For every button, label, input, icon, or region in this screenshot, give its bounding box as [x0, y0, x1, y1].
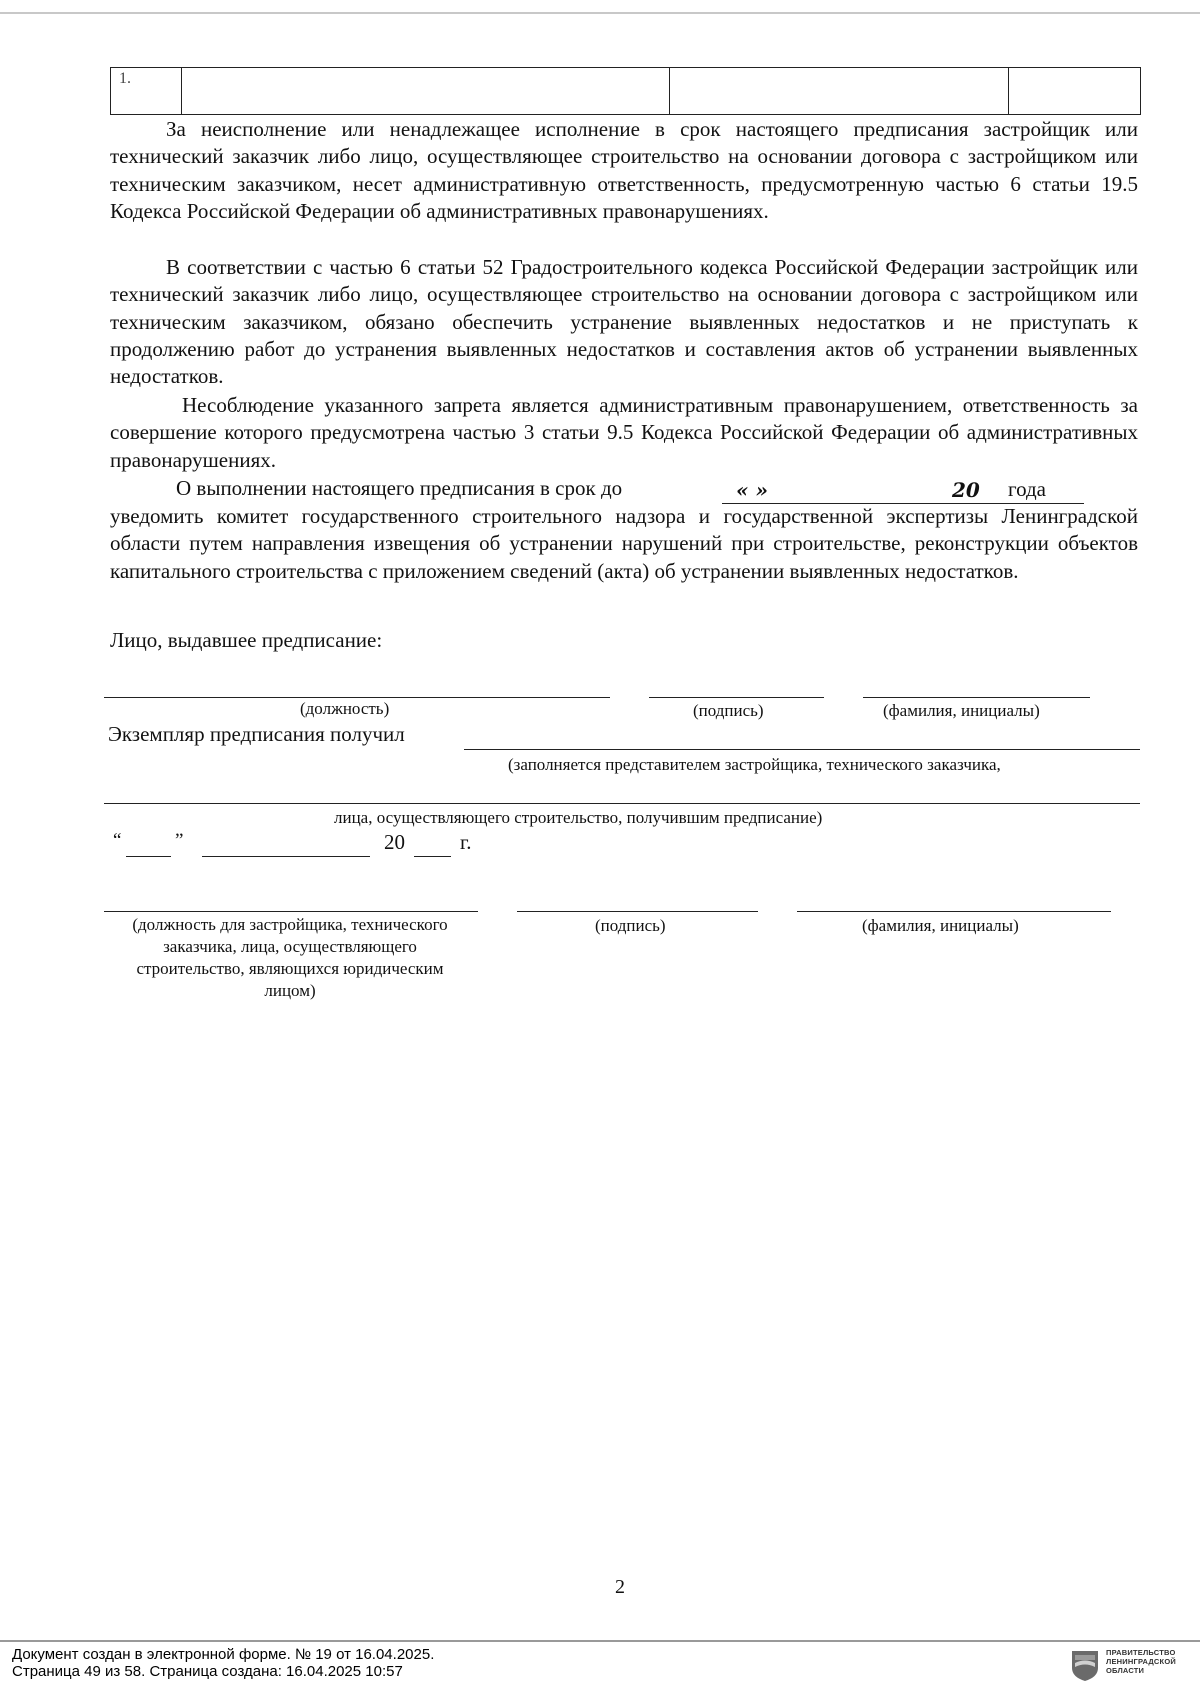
issuer-signature-line	[649, 697, 824, 698]
violation-description-cell	[182, 68, 670, 115]
table-row	[111, 68, 1141, 115]
issuer-position-line	[104, 697, 610, 698]
deadline-quotes: « »	[736, 478, 768, 502]
issuer-position-caption: (должность)	[300, 699, 390, 718]
recipient-line-1	[464, 749, 1140, 750]
date-year-line	[414, 856, 451, 857]
deadline-line	[176, 475, 622, 502]
recipient-position-line	[104, 911, 478, 912]
recipient-signature-caption: (подпись)	[595, 916, 666, 935]
deadline-year: 20	[952, 478, 980, 502]
date-day-line	[126, 856, 171, 857]
violated-norm-cell	[670, 68, 1009, 115]
deadline-lead-text: О выполнении настоящего предписания в срок до	[176, 476, 623, 500]
recipient-label: Экземпляр предписания получил	[108, 722, 405, 746]
recipient-position-caption: (должность для застройщика, технического заказчика, лица, осуществляющего строительство, являющихся юридическим лицом)	[132, 915, 448, 1000]
issuer-label: Лицо, выдавшее предписание:	[110, 628, 383, 652]
recipient-line-2	[104, 803, 1140, 804]
violations-table	[110, 67, 1141, 115]
recipient-name-line	[797, 911, 1111, 912]
page-number: 2	[615, 1576, 625, 1598]
footer-line-1: Документ создан в электронной форме. № 19 от 16.04.2025.	[12, 1646, 435, 1663]
paragraph-prohibition: Несоблюдение указанного запрета является административным правонарушением, ответственность за совершение которого предусмотрена частью 3 статьи 9.5 Кодекса Российской Федерации об административных правонарушениях.	[110, 393, 1138, 472]
recipient-signature-line	[517, 911, 758, 912]
issuer-name-caption: (фамилия, инициалы)	[883, 701, 1040, 720]
recipient-caption-1: (заполняется представителем застройщика, технического заказчика,	[508, 755, 1001, 774]
footer-info	[12, 1646, 434, 1680]
date-month-line	[202, 856, 370, 857]
issuer-name-line	[863, 697, 1090, 698]
deadline-year-word: года	[1008, 477, 1046, 501]
date-year-prefix: 20	[384, 830, 405, 854]
footer-logo-text: ПРАВИТЕЛЬСТВО ЛЕНИНГРАДСКОЙ ОБЛАСТИ	[1106, 1648, 1176, 1675]
date-open-quote: “	[113, 830, 122, 851]
recipient-caption-2: лица, осуществляющего строительство, получившим предписание)	[334, 808, 823, 827]
government-emblem-icon	[1070, 1648, 1100, 1682]
date-close-quote: ”	[175, 830, 184, 851]
deadline-cell	[1009, 68, 1141, 115]
date-suffix: г.	[460, 830, 472, 854]
issuer-signature-caption: (подпись)	[693, 701, 764, 720]
top-scan-edge	[0, 12, 1200, 14]
paragraph-liability: За неисполнение или ненадлежащее исполнение в срок настоящего предписания застройщик или технический заказчик либо лицо, осуществляющее строительство на основании договора с застройщиком или техническим заказчиком, несет административную ответственность, предусмотренную частью 6 статьи 19.5 Кодекса Российской Федерации об административных правонарушениях.	[110, 117, 1138, 223]
paragraph-obligation: В соответствии с частью 6 статьи 52 Градостроительного кодекса Российской Федерации застройщик или технический заказчик либо лицо, осуществляющее строительство на основании договора с застройщиком или техническим заказчиком, обязано обеспечить устранение выявленных недостатков и не приступать к продолжению работ до устранения выявленных недостатков и составления актов об устранении выявленных недостатков.	[110, 255, 1138, 389]
paragraph-notify: уведомить комитет государственного строительного надзора и государственной экспертизы Ленинградской области путем направления извещения об устранении нарушений при строительстве, реконструкции объектов капитального строительства с приложением сведений (акта) об устранении выявленных недостатков.	[110, 504, 1138, 583]
row-number-cell: 1.	[111, 68, 182, 115]
recipient-name-caption: (фамилия, инициалы)	[862, 916, 1019, 935]
footer-divider	[0, 1640, 1200, 1642]
footer-line-2: Страница 49 из 58. Страница создана: 16.04.2025 10:57	[12, 1663, 403, 1680]
